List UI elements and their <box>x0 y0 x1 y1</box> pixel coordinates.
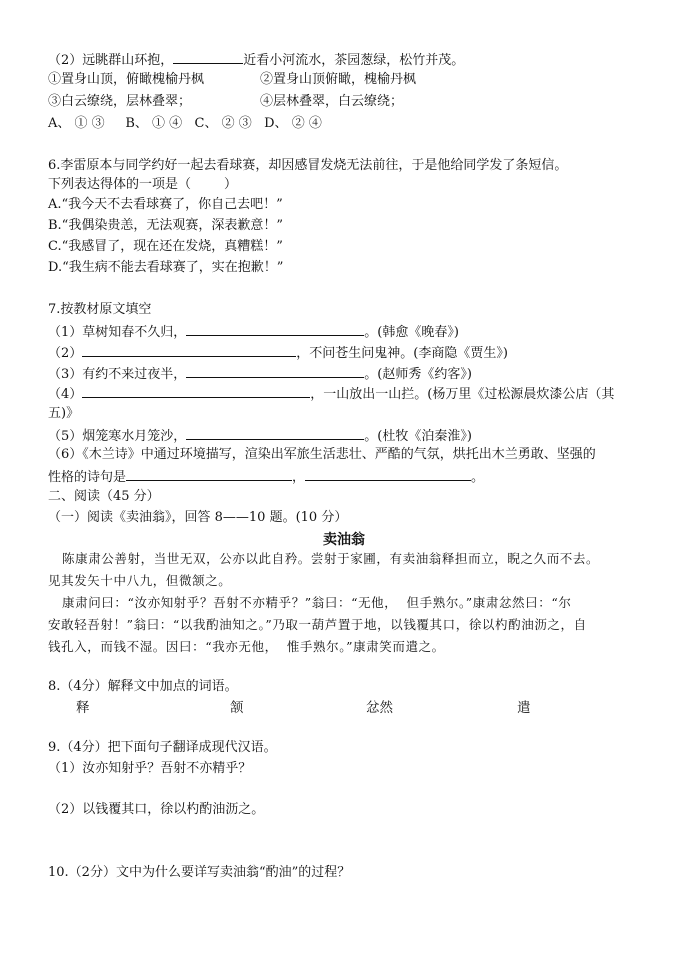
q6-choice-a: A.“我今天不去看球赛了，你自己去吧！” <box>48 197 283 212</box>
q7-l5-text: （5）烟笼寒水月笼沙， <box>48 429 187 444</box>
q7-l2-source: ，不问苍生问鬼神。(李商隐《贾生》) <box>296 346 508 361</box>
q6-stem: 6.李雷原本与同学约好一起去看球赛，却因感冒发烧无法前往，于是他给同学发了条短信。 <box>48 158 568 173</box>
q5-stem-b: 近看小河流水，茶园葱绿，松竹并茂。 <box>243 53 465 68</box>
q7-l6-comma: ， <box>292 470 306 485</box>
reading-part-1: （一）阅读《卖油翁》，回答 8——10 题。(10 分） <box>48 510 348 525</box>
q7-blank-6a[interactable] <box>126 467 292 481</box>
q5-stem <box>48 50 464 70</box>
q7-line-5 <box>48 426 472 446</box>
q6-prompt: 下列表达得体的一项是（ ） <box>48 177 238 192</box>
q7-l3-source: 。(赵师秀《约客》) <box>364 367 472 382</box>
q7-blank-5[interactable] <box>186 426 364 440</box>
q7-l4-text: （4） <box>48 387 83 402</box>
q6-choice-b: B.“我偶染贵恙，无法观赛，深表歉意！” <box>48 218 283 233</box>
q9-sentence-1: （1）汝亦知射乎？吾射不亦精乎？ <box>48 761 252 776</box>
q8-word-4: 遣 <box>517 700 531 716</box>
q5-option-1: ①置身山顶，俯瞰槐榆丹枫 <box>48 72 205 87</box>
passage-p1-line-1: 陈康肃公善射，当世无双，公亦以此自矜。尝射于家圃，有卖油翁释担而立，睨之久而不去。 <box>62 551 600 566</box>
q8-word-3: 忿然 <box>366 700 393 716</box>
q5-blank[interactable] <box>173 50 243 64</box>
q7-line-1 <box>48 322 459 342</box>
q7-l6-text: 性格的诗句是 <box>48 470 127 485</box>
passage-p2-line-2: 安敢轻吾射！”翁曰：“以我酌油知之。”乃取一葫芦置于地，以钱覆其口，徐以杓酌油沥之，自 <box>48 617 587 632</box>
q5-option-2: ②置身山顶俯瞰，槐榆丹枫 <box>260 72 417 87</box>
q5-stem-a: （2）远眺群山环抱， <box>48 53 174 68</box>
q9-sentence-2: （2）以钱覆其口，徐以杓酌油沥之。 <box>48 802 265 817</box>
q7-blank-6b[interactable] <box>305 467 471 481</box>
q5-option-4: ④层林叠翠，白云缭绕； <box>260 94 404 109</box>
q7-line-4 <box>48 384 614 404</box>
q8-stem: 8.（4分）解释文中加点的词语。 <box>48 679 238 694</box>
q7-l1-text: （1）草树知春不久归， <box>48 325 187 340</box>
q10-stem: 10.（2分）文中为什么要详写卖油翁“酌油”的过程？ <box>48 865 351 880</box>
passage-p1-line-2: 见其发矢十中八九，但微颔之。 <box>48 573 232 588</box>
q7-l4-source: ，一山放出一山拦。(杨万里《过松源晨炊漆公店（其 <box>310 387 615 402</box>
passage-p2-line-1: 康肃问曰：“汝亦知射乎？吾射不亦精乎？”翁曰：“无他， 但手熟尔。”康肃忿然曰：“尔 <box>62 595 572 610</box>
q7-line-2 <box>48 343 508 363</box>
q7-line-6-cont <box>48 467 484 487</box>
q7-l1-source: 。(韩愈《晚春》) <box>364 325 459 340</box>
q8-word-1: 释 <box>76 700 90 716</box>
q7-blank-2[interactable] <box>82 343 296 357</box>
q9-stem: 9.（4分）把下面句子翻译成现代汉语。 <box>48 740 277 755</box>
q7-title: 7.按教材原文填空 <box>48 302 152 317</box>
q7-l3-text: （3）有约不来过夜半， <box>48 367 187 382</box>
q7-blank-1[interactable] <box>186 322 364 336</box>
q7-line-3 <box>48 364 472 384</box>
passage-title: 卖油翁 <box>323 532 365 548</box>
q7-l2-text: （2） <box>48 346 83 361</box>
q7-line-4-cont: 五)》 <box>48 406 80 421</box>
q6-choice-d: D.“我生病不能去看球赛了，实在抱歉！” <box>48 260 284 275</box>
q7-l6-end: 。 <box>471 470 485 485</box>
q7-l5-source: 。(杜牧《泊秦淮》) <box>364 429 472 444</box>
q5-choices: A、 ① ③ B、 ① ④ C、 ② ③ D、 ② ④ <box>48 116 322 131</box>
q8-word-2: 颔 <box>230 700 244 716</box>
q7-blank-3[interactable] <box>186 364 364 378</box>
section-heading: 二、阅读（45 分） <box>48 489 160 504</box>
q7-line-6: （6）《木兰诗》中通过环境描写，渲染出军旅生活悲壮、严酷的气氛，烘托出木兰勇敢、坚强的 <box>48 447 596 462</box>
q5-option-3: ③白云缭绕，层林叠翠； <box>48 94 192 109</box>
q6-choice-c: C.“我感冒了，现在还在发烧，真糟糕！” <box>48 239 283 254</box>
q7-blank-4[interactable] <box>82 384 310 398</box>
passage-p2-line-3: 钱孔入，而钱不湿。因曰：“我亦无他， 惟手熟尔。”康肃笑而遣之。 <box>48 639 445 654</box>
